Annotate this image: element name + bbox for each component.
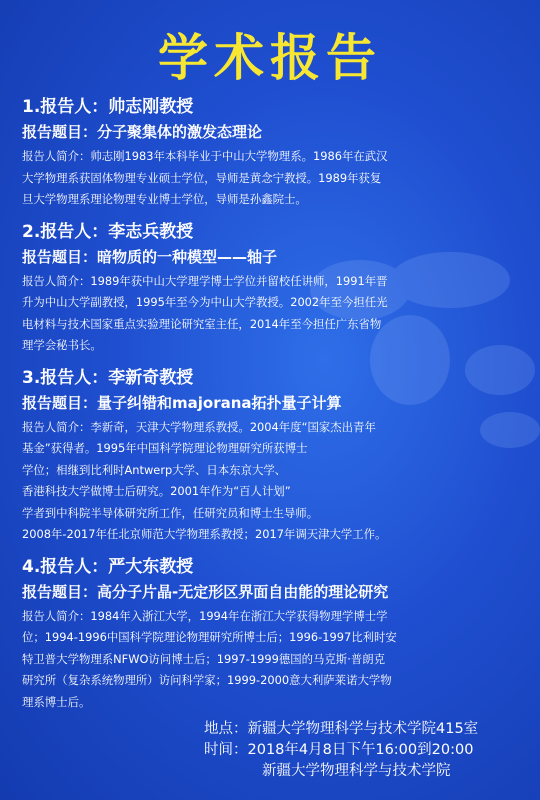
talk-speaker: 1.报告人：帅志刚教授 bbox=[22, 97, 194, 117]
bio-line: 升为中山大学副教授，1995年至今为中山大学教授。2002年至今担任光 bbox=[22, 295, 388, 309]
bio-line: 2008年-2017年任北京师范大学物理系教授；2017年调天津大学工作。 bbox=[22, 527, 387, 541]
talk-4 bbox=[22, 554, 524, 714]
bio-line: 大学物理系获固体物理专业硕士学位，导师是黄念宁教授。1989年获复 bbox=[22, 170, 382, 185]
bio-line: 位；1994-1996中国科学院理论物理研究所博士后；1996-1997比利时安 bbox=[22, 630, 397, 644]
bio-line: 报告人简介：李新奇，天津大学物理系教授。2004年度“国家杰出青年 bbox=[22, 419, 376, 434]
event-info bbox=[204, 719, 534, 782]
bio-line: 香港科技大学做博士后研究。2001年作为“百人计划” bbox=[22, 484, 291, 498]
bio-line: 旦大学物理系理论物理专业博士学位，导师是孙鑫院士。 bbox=[22, 192, 307, 206]
bio-line: 报告人简介：1984年入浙江大学，1994年在浙江大学获得物理学博士学 bbox=[22, 608, 388, 623]
event-time: 时间：2018年4月8日下午16:00到20:00 bbox=[204, 742, 474, 758]
event-organizer: 新疆大学物理科学与技术学院 bbox=[262, 763, 451, 779]
bio-line: 报告人简介：1989年获中山大学理学博士学位并留校任讲师，1991年晋 bbox=[22, 273, 388, 288]
bio-line: 学位；相继到比利时Antwerp大学、日本东京大学、 bbox=[22, 462, 287, 477]
bio-line: 学者到中科院半导体研究所工作，任研究员和博士生导师。 bbox=[22, 505, 319, 520]
bio-line: 基金”获得者。1995年中国科学院理论物理研究所获博士 bbox=[22, 441, 308, 455]
talk-3 bbox=[22, 365, 524, 546]
talk-topic: 报告题目：分子聚集体的激发态理论 bbox=[22, 123, 263, 141]
talk-bio bbox=[22, 146, 524, 211]
bio-line: 电材料与技术国家重点实验理论研究室主任，2014年至今担任广东省物 bbox=[22, 316, 382, 331]
talk-speaker: 4.报告人：严大东教授 bbox=[22, 556, 194, 577]
talk-topic: 报告题目：暗物质的一种模型——轴子 bbox=[22, 247, 278, 266]
event-location: 地点：新疆大学物理科学与技术学院415室 bbox=[204, 721, 479, 737]
talk-topic: 报告题目：量子纠错和majorana拓扑量子计算 bbox=[22, 393, 342, 412]
talk-bio bbox=[22, 417, 524, 546]
talk-bio bbox=[22, 606, 524, 714]
talk-bio bbox=[22, 271, 524, 357]
bio-line: 理学会秘书长。 bbox=[22, 338, 102, 352]
talk-speaker: 2.报告人：李志兵教授 bbox=[22, 221, 194, 242]
page-title: 学术报告 bbox=[158, 29, 382, 87]
talk-speaker: 3.报告人：李新奇教授 bbox=[22, 367, 194, 388]
talk-1 bbox=[22, 94, 524, 211]
talk-2 bbox=[22, 219, 524, 357]
bio-line: 理系博士后。 bbox=[22, 694, 91, 709]
bio-line: 研究所（复杂系统物理所）访问科学家；1999-2000意大利萨莱诺大学物 bbox=[22, 673, 392, 687]
talk-topic: 报告题目：高分子片晶-无定形区界面自由能的理论研究 bbox=[22, 582, 389, 601]
bio-line: 特卫普大学物理系NFWO访问博士后；1997-1999德国的马克斯·普朗克 bbox=[22, 651, 385, 666]
talk-list bbox=[22, 94, 524, 721]
bio-line: 报告人简介：帅志刚1983年本科毕业于中山大学物理系。1986年在武汉 bbox=[22, 149, 388, 163]
